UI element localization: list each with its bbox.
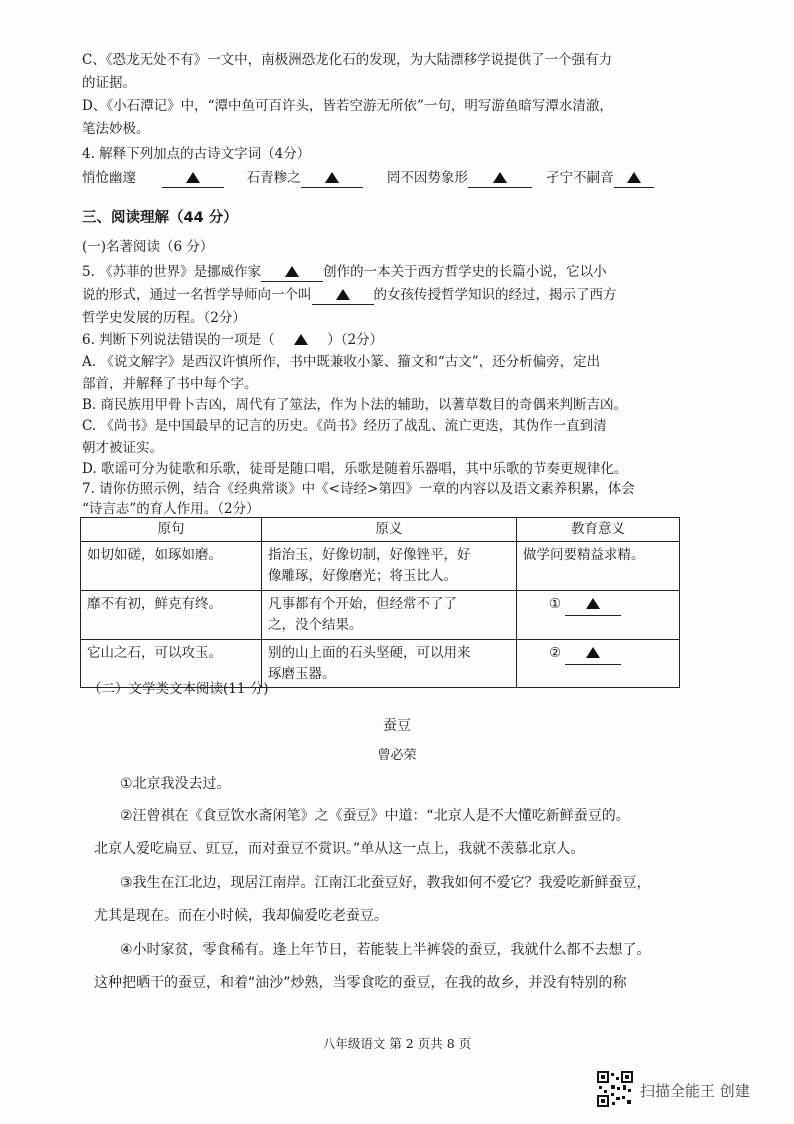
table-cell: 靡不有初，鲜克有终。 (81, 590, 262, 639)
subsection-2: （二）文学类文本阅读(11 分) (88, 681, 269, 697)
triangle-icon (285, 266, 299, 277)
q5-line3: 哲学史发展的历程。（2分） (82, 310, 246, 326)
q5-text-d: 的女孩传授哲学知识的经过，揭示了西方 (373, 287, 617, 303)
q7-stem-line1: 7. 请你仿照示例，结合《经典常谈》中《<诗经>第四》一章的内容以及语文素养积累，体会 (82, 481, 635, 497)
paragraph-1: ①北京我没去过。 (120, 776, 231, 792)
q5-text-a: 5. 《苏菲的世界》是挪威作家 (82, 264, 262, 280)
triangle-icon (294, 334, 308, 345)
q6-option-a-line2: 部首，并解释了书中每个字。 (82, 376, 258, 392)
q5-text-b: 创作的一本关于西方哲学史的长篇小说，它以小 (323, 264, 607, 280)
triangle-icon (627, 172, 641, 183)
table-cell: 如切如磋，如琢如磨。 (81, 541, 262, 590)
answer-number: ② (549, 644, 562, 661)
q4-word-2: 石青糁之 (246, 170, 301, 186)
triangle-icon (336, 289, 350, 300)
q4-blank-1[interactable] (162, 170, 224, 188)
page-footer: 八年级语文 第 2 页共 8 页 (322, 1036, 472, 1051)
table-cell[interactable] (517, 590, 680, 639)
table-header-row (81, 518, 680, 542)
article-author: 曾必荣 (377, 748, 417, 763)
table-header: 原义 (262, 518, 517, 542)
table-cell (262, 541, 517, 590)
table-header: 教育意义 (517, 518, 680, 542)
triangle-icon (325, 172, 339, 183)
triangle-icon (493, 172, 507, 183)
q5-text-c: 说的形式，通过一名哲学导师向一个叫 (82, 287, 312, 303)
table-cell: 它山之石，可以攻玉。 (81, 639, 262, 688)
article-title: 蚕豆 (383, 718, 411, 734)
table-row (81, 590, 680, 639)
q6-stem (82, 332, 383, 349)
option-d-line2: 笔法妙极。 (82, 121, 150, 137)
q4-blank-4[interactable] (614, 170, 654, 188)
meaning-line: 像雕琢，好像磨光；将玉比人。 (268, 567, 457, 584)
q4-stem: 4. 解释下列加点的古诗文字词（4分） (82, 146, 311, 162)
triangle-icon (186, 172, 200, 183)
q7-stem-line2: “诗言志”的育人作用。（2分） (82, 501, 260, 517)
meaning-line: 之，没个结果。 (268, 616, 363, 633)
q6-text-b: ）（2分） (327, 332, 384, 348)
q6-option-a-line1: A. 《说文解字》是西汉许慎所作，书中既兼收小篆、籀文和“古文”，还分析偏旁，定出 (82, 354, 601, 370)
qr-code-icon (597, 1071, 633, 1107)
scanner-watermark: 扫描全能王 创建 (640, 1082, 750, 1100)
q4-words (82, 170, 654, 188)
paragraph-4-line1: ④小时家贫，零食稀有。逢上年节日，若能装上半裤袋的蚕豆，我就什么都不去想了。 (120, 942, 651, 958)
q6-option-d: D. 歌谣可分为徒歌和乐歌，徒哥是随口唱，乐歌是随着乐器唱，其中乐歌的节奏更规律化。 (82, 461, 628, 477)
meaning-line: 琢磨玉器。 (268, 665, 336, 682)
answer-number: ① (549, 595, 562, 612)
q6-option-c-line2: 朝才被证实。 (82, 440, 163, 456)
meaning-line: 别的山上面的石头坚硬，可以用来 (268, 644, 471, 661)
q6-option-b: B. 商民族用甲骨卜吉凶，周代有了筮法，作为卜法的辅助，以蓍草数目的奇偶来判断吉凶。 (82, 397, 628, 413)
meaning-line: 指治玉，好像切制，好像锉平，好 (268, 546, 471, 563)
table-cell (262, 590, 517, 639)
table-header: 原句 (81, 518, 262, 542)
q5-line1 (82, 264, 607, 282)
section-heading: 三、阅读理解（44 分） (82, 210, 238, 226)
q5-blank-1[interactable] (261, 264, 323, 282)
table-cell (262, 639, 517, 688)
q4-word-1: 悄怆幽邃 (82, 170, 136, 186)
q6-answer-slot[interactable] (279, 332, 323, 349)
meaning-line: 凡事都有个开始，但经常不了了 (268, 595, 457, 612)
table-cell: 做学问要精益求精。 (517, 541, 680, 590)
subsection-1: (一)名著阅读（6 分） (82, 239, 214, 255)
q5-line2 (82, 287, 617, 305)
q4-word-4: 孑宁不嗣音 (546, 170, 614, 186)
option-c-line2: 的证据。 (82, 75, 136, 91)
paragraph-2-line1: ②汪曾祺在《食豆饮水斋闲笔》之《蚕豆》中道：“北京人是不大懂吃新鲜蚕豆的。 (120, 808, 630, 824)
paragraph-3-line2: 尤其是现在。而在小时候，我却偏爱吃老蚕豆。 (94, 908, 388, 924)
q6-text-a: 6. 判断下列说法错误的一项是（ (82, 332, 275, 348)
table-row (81, 541, 680, 590)
option-d-line1: D、《小石潭记》中，“潭中鱼可百许头，皆若空游无所依”一句，明写游鱼暗写潭水清澈， (82, 98, 613, 114)
paragraph-3-line1: ③我生在江北边，现居江南岸。江南江北蚕豆好，教我如何不爱它？我爱吃新鲜蚕豆， (120, 875, 651, 891)
q7-table (80, 517, 680, 688)
triangle-icon (586, 647, 600, 658)
q4-blank-2[interactable] (301, 170, 363, 188)
q4-blank-3[interactable] (468, 170, 532, 188)
triangle-icon (586, 598, 600, 609)
q6-option-c-line1: C. 《尚书》是中国最早的记言的历史。《尚书》经历了战乱、流亡更迭，其伪作一直到清 (82, 418, 607, 434)
q7-blank-2[interactable] (565, 643, 621, 665)
paragraph-4-line2: 这种把晒干的蚕豆，和着“油沙”炒熟，当零食吃的蚕豆，在我的故乡，并没有特别的称 (94, 975, 627, 991)
option-c-line1: C、《恐龙无处不有》一文中，南极洲恐龙化石的发现，为大陆漂移学说提供了一个强有力 (82, 52, 613, 68)
table-cell[interactable] (517, 639, 680, 688)
q5-blank-2[interactable] (312, 287, 374, 305)
paragraph-2-line2: 北京人爱吃扁豆、豇豆，而对蚕豆不赏识。”单从这一点上，我就不羡慕北京人。 (94, 841, 585, 857)
q4-word-3: 罔不因势象形 (386, 170, 468, 186)
q7-blank-1[interactable] (565, 594, 621, 616)
